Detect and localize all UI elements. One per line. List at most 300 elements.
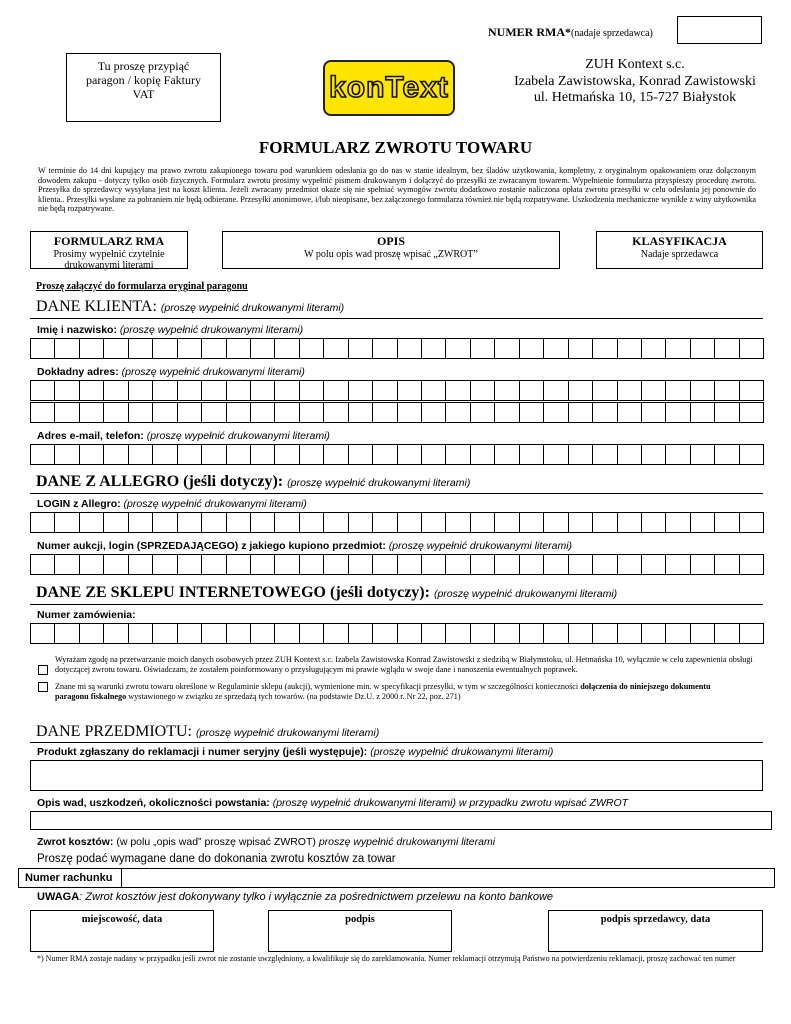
grid-cell[interactable] [519,402,544,423]
grid-cell[interactable] [445,554,470,575]
grid-cell[interactable] [152,623,177,644]
grid-cell[interactable] [519,380,544,401]
grid-cell[interactable] [103,380,128,401]
grid-cell[interactable] [543,338,568,359]
product-label-text: Produkt zgłaszany do reklamacji i numer seryjny (jeśli występuje): [37,746,368,758]
grid-cell[interactable] [739,623,764,644]
grid-cell[interactable] [739,380,764,401]
grid-cell[interactable] [348,512,373,533]
grid-cell[interactable] [494,338,519,359]
grid-cell[interactable] [592,338,617,359]
grid-cell[interactable] [494,554,519,575]
grid-cell[interactable] [372,402,397,423]
grid-cell[interactable] [690,402,715,423]
grid-cell[interactable] [665,402,690,423]
grid-cell[interactable] [30,338,55,359]
grid-cell[interactable] [250,380,275,401]
place-date-field[interactable] [30,910,214,952]
rma-form-title: FORMULARZ RMA [53,234,165,248]
grid-cell[interactable] [299,380,324,401]
grid-cell[interactable] [177,402,202,423]
client-divider [30,318,763,319]
grid-cell[interactable] [177,512,202,533]
grid-cell[interactable] [177,338,202,359]
grid-cell[interactable] [641,512,666,533]
grid-cell[interactable] [568,402,593,423]
client-title-hint: (proszę wypełnić drukowanymi literami) [160,302,345,314]
grid-cell[interactable] [79,338,104,359]
grid-cell[interactable] [739,338,764,359]
grid-cell[interactable] [152,338,177,359]
grid-cell[interactable] [568,512,593,533]
rma-form-sub: Prosimy wypełnić czytelnie drukowanymi literami [53,249,165,271]
grid-cell[interactable] [714,512,739,533]
grid-cell[interactable] [274,623,299,644]
item-title-hint: (proszę wypełnić drukowanymi literami) [196,727,380,739]
allegro-title: DANE Z ALLEGRO (jeśli dotyczy): [36,473,284,490]
grid-cell[interactable] [568,444,593,465]
grid-cell[interactable] [592,444,617,465]
grid-cell[interactable] [445,338,470,359]
grid-cell[interactable] [30,402,55,423]
grid-cell[interactable] [470,338,495,359]
consent-text-2 [55,682,745,701]
grid-cell[interactable] [54,380,79,401]
grid-cell[interactable] [226,380,251,401]
auction-label [37,540,572,552]
grid-cell[interactable] [665,444,690,465]
shop-title-hint: (proszę wypełnić drukowanymi literami) [433,588,618,600]
allegro-divider [30,493,763,494]
consent-checkbox-1[interactable] [38,665,48,675]
receipt-attach-text: Tu proszę przypiąć paragon / kopię Faktury VAT [86,59,201,101]
client-title: DANE KLIENTA: [36,298,157,315]
account-label: Numer rachunku [25,872,113,884]
opis-box [222,231,560,269]
grid-cell[interactable] [665,512,690,533]
grid-cell[interactable] [274,444,299,465]
grid-cell[interactable] [592,623,617,644]
grid-cell[interactable] [519,444,544,465]
grid-cell[interactable] [739,512,764,533]
grid-cell[interactable] [568,623,593,644]
address-label [37,366,305,378]
seller-signature-label: podpis sprzedawcy, data [600,914,711,925]
consent-text-2a: Znane mi są warunki zwrotu towaru określone w Regulaminie sklepu (aukcji), wymienione min. w specyfikacji przesyłki, w tym w szczególności konieczności [55,682,581,691]
grid-cell[interactable] [665,554,690,575]
grid-cell[interactable] [421,623,446,644]
signature-field[interactable] [268,910,452,952]
grid-cell[interactable] [274,338,299,359]
grid-cell[interactable] [201,402,226,423]
shop-section-title [36,584,617,602]
grid-cell[interactable] [323,380,348,401]
rma-label [488,25,653,40]
grid-cell[interactable] [103,512,128,533]
grid-cell[interactable] [299,402,324,423]
receipt-attach-box [66,53,221,122]
name-label-text: Imię i nazwisko: [37,324,117,336]
grid-cell[interactable] [323,623,348,644]
grid-cell[interactable] [470,402,495,423]
grid-cell[interactable] [54,554,79,575]
address-label-hint: (proszę wypełnić drukowanymi literami) [121,366,305,378]
grid-cell[interactable] [299,444,324,465]
auction-label-text: Numer aukcji, login (SPRZEDAJĄCEGO) z jakiego kupiono przedmiot: [37,540,386,552]
grid-cell[interactable] [128,380,153,401]
grid-cell[interactable] [690,338,715,359]
grid-cell[interactable] [79,380,104,401]
grid-cell[interactable] [348,554,373,575]
grid-cell[interactable] [592,512,617,533]
grid-cell[interactable] [445,380,470,401]
grid-cell[interactable] [79,554,104,575]
grid-cell[interactable] [421,554,446,575]
grid-cell[interactable] [714,623,739,644]
grid-cell[interactable] [103,338,128,359]
rma-label-text: NUMER RMA* [488,25,571,39]
grid-cell[interactable] [494,402,519,423]
allegro-section-title [36,473,470,491]
grid-cell[interactable] [30,623,55,644]
grid-cell[interactable] [714,338,739,359]
grid-cell[interactable] [274,512,299,533]
grid-cell[interactable] [177,554,202,575]
costs-label [37,836,495,848]
grid-cell[interactable] [201,444,226,465]
grid-cell[interactable] [519,338,544,359]
grid-cell[interactable] [494,623,519,644]
grid-cell[interactable] [397,402,422,423]
opis-sub: W polu opis wad proszę wpisać „ZWROT” [304,249,478,260]
grid-cell[interactable] [54,623,79,644]
grid-cell[interactable] [250,444,275,465]
login-label-text: LOGIN z Allegro: [37,498,121,510]
grid-cell[interactable] [397,380,422,401]
grid-cell[interactable] [421,512,446,533]
grid-cell[interactable] [79,512,104,533]
grid-cell[interactable] [690,623,715,644]
grid-cell[interactable] [177,623,202,644]
grid-cell[interactable] [568,338,593,359]
grid-cell[interactable] [152,380,177,401]
grid-cell[interactable] [372,554,397,575]
account-field[interactable] [18,868,775,888]
grid-cell[interactable] [128,512,153,533]
grid-cell[interactable] [421,444,446,465]
grid-cell[interactable] [617,623,642,644]
company-name: ZUH Kontext s.c. [585,57,685,72]
grid-cell[interactable] [30,444,55,465]
grid-cell[interactable] [445,623,470,644]
grid-cell[interactable] [543,554,568,575]
grid-cell[interactable] [494,444,519,465]
grid-cell[interactable] [299,554,324,575]
grid-cell[interactable] [348,402,373,423]
grid-cell[interactable] [299,623,324,644]
grid-cell[interactable] [323,402,348,423]
grid-cell[interactable] [445,444,470,465]
grid-cell[interactable] [470,512,495,533]
grid-cell[interactable] [372,444,397,465]
grid-cell[interactable] [152,402,177,423]
grid-cell[interactable] [543,380,568,401]
grid-cell[interactable] [323,338,348,359]
grid-cell[interactable] [348,338,373,359]
order-label [37,609,136,621]
grid-cell[interactable] [617,338,642,359]
grid-cell[interactable] [152,512,177,533]
grid-cell[interactable] [445,512,470,533]
address-label-text: Dokładny adres: [37,366,119,378]
client-section-title [36,298,344,316]
grid-cell[interactable] [397,338,422,359]
warning-note [37,891,553,903]
grid-cell[interactable] [617,402,642,423]
grid-cell[interactable] [372,338,397,359]
item-title: DANE PRZEDMIOTU: [36,723,192,740]
grid-cell[interactable] [54,402,79,423]
item-divider [30,742,763,743]
grid-cell[interactable] [714,380,739,401]
grid-cell[interactable] [226,623,251,644]
grid-cell[interactable] [641,444,666,465]
grid-cell[interactable] [470,554,495,575]
grid-cell[interactable] [445,402,470,423]
grid-cell[interactable] [617,512,642,533]
product-label [37,746,553,758]
attach-note: Proszę załączyć do formularza oryginał paragonu [36,281,248,292]
grid-cell[interactable] [152,444,177,465]
defects-field[interactable] [30,811,772,830]
grid-cell[interactable] [250,512,275,533]
grid-cell[interactable] [690,512,715,533]
shop-title: DANE ZE SKLEPU INTERNETOWEGO (jeśli dotyczy): [36,584,430,601]
grid-cell[interactable] [470,623,495,644]
product-label-hint: (proszę wypełnić drukowanymi literami) [370,746,554,758]
logo-text: konText [329,71,449,104]
seller-signature-field[interactable] [548,910,763,952]
grid-cell[interactable] [494,380,519,401]
email-label [37,430,330,442]
defects-label-hint: (proszę wypełnić drukowanymi literami) w przypadku zwrotu wpisać ZWROT [272,797,629,809]
intro-text: W terminie do 14 dni kupujący ma prawo zwrotu zakupionego towaru pod warunkiem odesłania go do nas w stanie idealnym, bez śladów użytkowania, kompletny, z oryginalnym opakowaniem oraz dołączonym dowodem zakupu - dotyczy tylko osób fizycznych. Formularz zwrotu prosimy wypełnić pismem drukowanym i dołączyć do przesyłki ze zwracanym towarem. Wypełnienie formularza przyspieszy procedurę zwrotu. Przesyłka do sprzedawcy wysyłana jest na koszt klienta. Jeżeli zwracany przedmiot okaże się nie spełniać wymogów zwrotu dodatkowo zostanie naliczona opłata zwrotu przesyłki w celu odesłania jej ponownie do klienta.. Przesyłki wysłane za pobraniem nie będą odbierane. Przesyłki anonimowe, i/lub nieopisane, bez załączonego formularza również nie będą rozpatrywane. Uszkodzenia mechaniczne wynikłe z winy użytkownika nie będą rozpatrywane. [38,166,756,214]
grid-cell[interactable] [665,380,690,401]
grid-cell[interactable] [543,512,568,533]
kontext-logo [323,60,455,116]
grid-cell[interactable] [54,512,79,533]
warning-text: : Zwrot kosztów jest dokonywany tylko i wyłącznie za pośrednictwem przelewu na konto bankowe [79,891,553,903]
grid-cell[interactable] [397,512,422,533]
grid-cell[interactable] [641,338,666,359]
grid-cell[interactable] [30,380,55,401]
grid-cell[interactable] [250,623,275,644]
grid-cell[interactable] [177,444,202,465]
name-label-hint: (proszę wypełnić drukowanymi literami) [119,324,304,336]
item-section-title [36,723,379,741]
klasyfikacja-title: KLASYFIKACJA [632,234,727,248]
grid-cell[interactable] [690,554,715,575]
grid-cell[interactable] [470,380,495,401]
grid-cell[interactable] [274,554,299,575]
grid-cell[interactable] [274,380,299,401]
rma-number-field[interactable] [677,16,762,44]
grid-cell[interactable] [714,402,739,423]
grid-cell[interactable] [641,554,666,575]
grid-cell[interactable] [617,444,642,465]
grid-cell[interactable] [397,444,422,465]
grid-cell[interactable] [617,380,642,401]
grid-cell[interactable] [323,444,348,465]
login-label-hint: (proszę wypełnić drukowanymi literami) [123,498,307,510]
product-field[interactable] [30,760,763,791]
klasyfikacja-sub: Nadaje sprzedawca [640,249,719,260]
grid-cell[interactable] [348,444,373,465]
email-grid[interactable] [30,444,763,465]
costs-text-a: (w polu „opis wad” proszę wpisać ZWROT) [113,836,319,848]
name-grid[interactable] [30,338,763,359]
grid-cell[interactable] [519,512,544,533]
grid-cell[interactable] [103,554,128,575]
grid-cell[interactable] [421,380,446,401]
grid-cell[interactable] [397,623,422,644]
grid-cell[interactable] [128,554,153,575]
rma-note: (nadaje sprzedawca) [571,28,653,39]
grid-cell[interactable] [201,512,226,533]
grid-cell[interactable] [201,380,226,401]
company-owners: Izabela Zawistowska, Konrad Zawistowski [514,73,756,89]
grid-cell[interactable] [519,623,544,644]
grid-cell[interactable] [79,444,104,465]
grid-cell[interactable] [739,444,764,465]
grid-cell[interactable] [54,338,79,359]
grid-cell[interactable] [592,402,617,423]
consent-text-2c: wystawionego w związku ze sprzedażą tych towarów. (na podstawie Dz.U. z 2000 r. Nr 22, poz. 271) [126,691,461,701]
address-grid-row-2[interactable] [30,402,763,423]
grid-cell[interactable] [641,623,666,644]
grid-cell[interactable] [226,402,251,423]
footnote: *) Numer RMA zostaje nadany w przypadku jeśli zwrot nie zostanie uwzględniony, a kwalifikuje się do zareklamowania. Numer reklamacji otrzymują Państwo na potwierdzeniu reklamacji, proszę zachować ten numer [37,954,736,963]
grid-cell[interactable] [714,444,739,465]
grid-cell[interactable] [79,623,104,644]
grid-cell[interactable] [665,338,690,359]
grid-cell[interactable] [30,512,55,533]
grid-cell[interactable] [250,402,275,423]
grid-cell[interactable] [177,380,202,401]
grid-cell[interactable] [152,554,177,575]
grid-cell[interactable] [128,623,153,644]
grid-cell[interactable] [714,554,739,575]
grid-cell[interactable] [201,554,226,575]
account-label-box [18,868,122,888]
costs-request: Proszę podać wymagane dane do dokonania zwrotu kosztów za towar [37,853,396,865]
grid-cell[interactable] [665,623,690,644]
grid-cell[interactable] [128,338,153,359]
grid-cell[interactable] [250,338,275,359]
consent-text-1: Wyrażam zgodę na przetwarzanie moich danych osobowych przez ZUH Kontext s.c. Izabela Zawistowska Konrad Zawistowski z siedzibą w Białymstoku, ul. Hetmańska 10, wyłącznie w celu zapewnienia obsługi dotyczącej zwrotu towaru. Oświadczam, że zostałem poinformowany o przysługującym mi prawie wglądu w swoje dane i nanoszenia ewentualnych poprawek. [55,655,753,674]
grid-cell[interactable] [641,402,666,423]
grid-cell[interactable] [470,444,495,465]
grid-cell[interactable] [690,444,715,465]
grid-cell[interactable] [226,512,251,533]
grid-cell[interactable] [30,554,55,575]
grid-cell[interactable] [79,402,104,423]
grid-cell[interactable] [103,444,128,465]
company-street: ul. Hetmańska 10, 15-727 Białystok [533,90,737,105]
auction-grid[interactable] [30,554,763,575]
grid-cell[interactable] [54,444,79,465]
opis-title: OPIS [376,234,405,248]
grid-cell[interactable] [299,512,324,533]
grid-cell[interactable] [739,554,764,575]
grid-cell[interactable] [226,444,251,465]
costs-text-b: proszę wypełnić drukowanymi literami [318,836,496,848]
place-date-label: miejscowość, data [81,914,163,925]
signature-label: podpis [345,914,375,925]
grid-cell[interactable] [201,623,226,644]
grid-cell[interactable] [739,402,764,423]
grid-cell[interactable] [421,338,446,359]
defects-label [37,797,628,809]
grid-cell[interactable] [323,554,348,575]
grid-cell[interactable] [250,554,275,575]
grid-cell[interactable] [421,402,446,423]
grid-cell[interactable] [128,444,153,465]
grid-cell[interactable] [348,623,373,644]
order-label-text: Numer zamówienia: [37,609,136,621]
email-label-hint: (proszę wypełnić drukowanymi literami) [146,430,330,442]
grid-cell[interactable] [226,338,251,359]
grid-cell[interactable] [543,623,568,644]
grid-cell[interactable] [543,444,568,465]
grid-cell[interactable] [299,338,324,359]
grid-cell[interactable] [690,380,715,401]
allegro-title-hint: (proszę wypełnić drukowanymi literami) [287,477,471,489]
grid-cell[interactable] [103,402,128,423]
grid-cell[interactable] [568,380,593,401]
grid-cell[interactable] [128,402,153,423]
grid-cell[interactable] [201,338,226,359]
grid-cell[interactable] [274,402,299,423]
grid-cell[interactable] [348,380,373,401]
rma-form-box [30,231,188,269]
grid-cell[interactable] [519,554,544,575]
grid-cell[interactable] [103,623,128,644]
grid-cell[interactable] [226,554,251,575]
login-grid[interactable] [30,512,763,533]
grid-cell[interactable] [397,554,422,575]
auction-label-hint: (proszę wypełnić drukowanymi literami) [388,540,573,552]
address-grid-row-1[interactable] [30,380,763,401]
grid-cell[interactable] [543,402,568,423]
grid-cell[interactable] [592,380,617,401]
grid-cell[interactable] [372,623,397,644]
consent-checkbox-2[interactable] [38,682,48,692]
grid-cell[interactable] [641,380,666,401]
grid-cell[interactable] [592,554,617,575]
grid-cell[interactable] [323,512,348,533]
klasyfikacja-box [596,231,763,269]
order-grid[interactable] [30,623,763,644]
grid-cell[interactable] [372,512,397,533]
grid-cell[interactable] [568,554,593,575]
grid-cell[interactable] [372,380,397,401]
grid-cell[interactable] [494,512,519,533]
email-label-text: Adres e-mail, telefon: [37,430,144,442]
page-title: FORMULARZ ZWROTU TOWARU [258,138,533,157]
grid-cell[interactable] [617,554,642,575]
login-label [37,498,307,510]
